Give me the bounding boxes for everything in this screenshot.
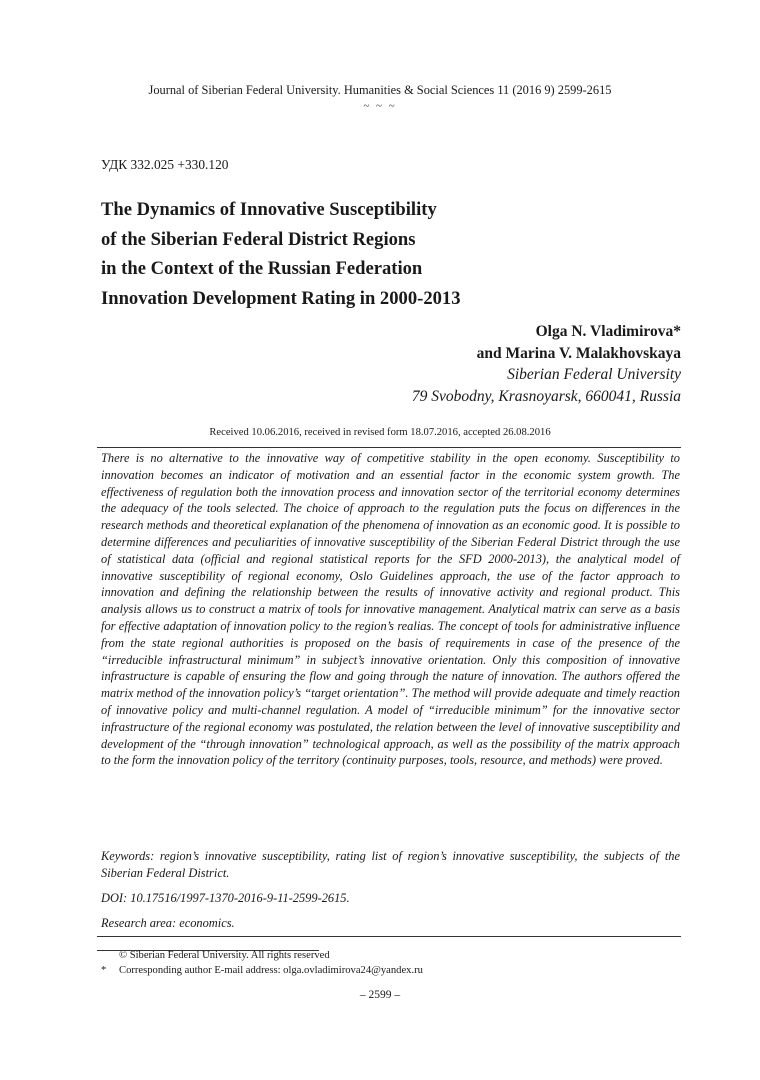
footnote-mark: * [101, 965, 107, 976]
abstract-bottom-rule [97, 936, 681, 937]
copyright-notice: © Siberian Federal University. All rights reserved [119, 950, 330, 961]
doi: DOI: 10.17516/1997-1370-2016-9-11-2599-2615. [101, 891, 350, 905]
title-line: Innovation Development Rating in 2000-2013 [101, 287, 461, 309]
received-dates: Received 10.06.2016, received in revised form 18.07.2016, accepted 26.08.2016 [209, 427, 551, 438]
author-block [412, 321, 681, 408]
paper-title [101, 195, 661, 313]
title-line: in the Context of the Russian Federation [101, 258, 423, 280]
footnote-text: Corresponding author E-mail address: olga.ovladimirova24@yandex.ru [119, 965, 423, 976]
header-ornament: ~ ~ ~ [363, 100, 397, 112]
research-area: Research area: economics. [101, 916, 235, 930]
address: 79 Svobodny, Krasnoyarsk, 660041, Russia [411, 388, 681, 406]
affiliation: Siberian Federal University [507, 366, 681, 384]
journal-header: Journal of Siberian Federal University. Humanities & Social Sciences 11 (2016 9) 2599-2615 [148, 83, 612, 97]
title-line: of the Siberian Federal District Regions [101, 228, 416, 250]
author-line: Olga N. Vladimirova* [535, 323, 681, 340]
keywords: Keywords: region’s innovative susceptibility, rating list of region’s innovative susceptibility, the subjects of the Siberian Federal District. [101, 849, 680, 880]
abstract-text: There is no alternative to the innovative way of competitive stability in the open economy. Susceptibility to innovation becomes an indicator of motivation and an essential factor in the economic system growth. The effectiveness of regulation both the innovation process and innovation sector of the territorial economy determines the adequacy of the tools selected. The choice of approach to the regulation puts the focus on differences in the research methods and theoretical explanation of the phenomena of innovation as an economic good. It is possible to determine differences and peculiarities of innovative susceptibility of the Siberian Federal District through the use of statistical data (official and regional statistical reports for the SFD 2000-2013), the analytical model of innovative susceptibility of regional economy, Oslo Guidelines approach, the use of the factor approach to innovation and defining the relationship between the results of innovative activity and regional product. This analysis allows us to construct a matrix of tools for innovative management. Analytical matrix can serve as a basis for effective adaptation of innovation policy to the region’s realias. The concept of tools for administrative influence from the state regional authorities is proposed on the basis of requirements in case of the presence of the “irreducible infrastructural minimum” in subject’s innovative orientation. Only this composition of innovative infrastructure is capable of ensuring the flow and going through the nature of innovation. The authors offered the matrix method of the innovation policy’s “target orientation”. The method will provide adequate and timely reaction of innovative policy and multi-channel regulation. A model of “irreducible minimum” for the innovative sector infrastructure of the regional economy was postulated, the relation between the level of innovative susceptibility and development of the “through innovation” technological approach, as well as the possibility of the matrix approach to the form the innovation policy of the territory (continuity purposes, tools, resource, and methods) were proved. [101, 451, 680, 768]
udk-code: УДК 332.025 +330.120 [101, 157, 229, 172]
abstract-top-rule [97, 447, 681, 448]
title-line: The Dynamics of Innovative Susceptibility [101, 199, 437, 220]
author-line: and Marina V. Malakhovskaya [476, 344, 681, 362]
page-number: – 2599 – [359, 989, 401, 1001]
